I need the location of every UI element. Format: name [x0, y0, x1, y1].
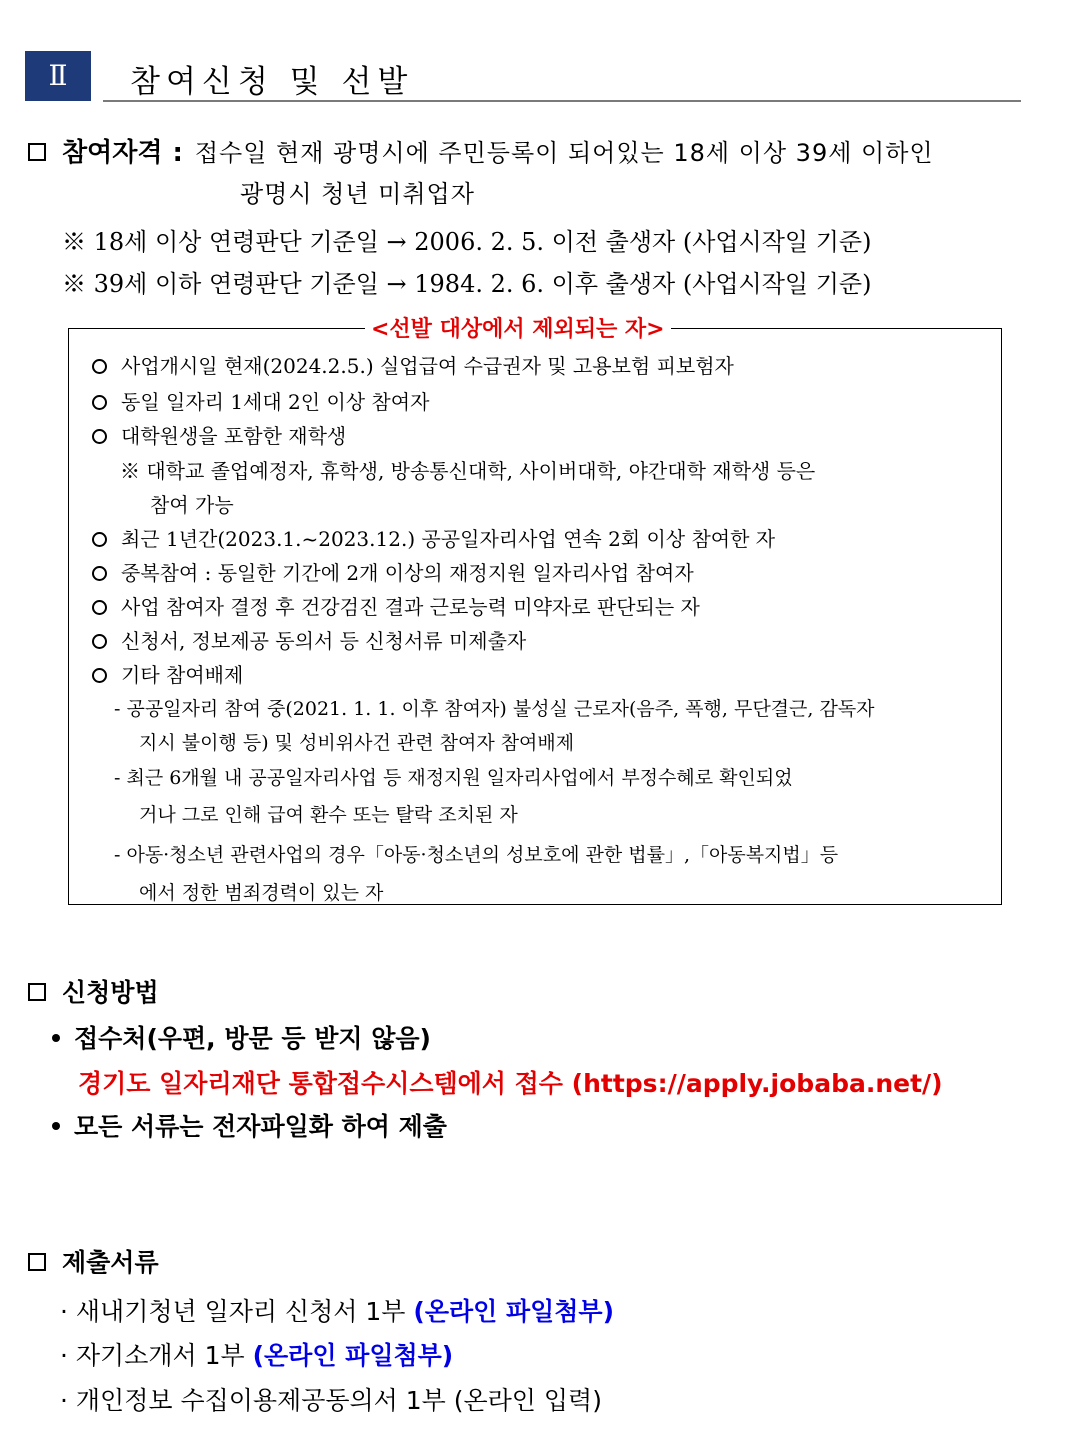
exclusion-item-text: 신청서, 정보제공 동의서 등 신청서류 미제출자: [121, 629, 527, 653]
document-item: [60, 1292, 614, 1328]
application-bullet-2-text: 모든 서류는 전자파일화 하여 제출: [74, 1112, 447, 1141]
circle-bullet-icon: [92, 395, 107, 410]
checkbox-square-icon: [28, 143, 46, 161]
exclusion-item: [92, 350, 734, 379]
exclusion-item-text: 최근 1년간(2023.1.~2023.12.) 공공일자리사업 연속 2회 이상 참여한 자: [121, 527, 776, 551]
exclusion-item-text: 동일 일자리 1세대 2인 이상 참여자: [121, 390, 430, 414]
application-heading: [28, 973, 159, 1009]
section-title: 참여신청 및 선발: [130, 64, 414, 100]
dash-item-line1: - 공공일자리 참여 중(2021. 1. 1. 이후 참여자) 불성실 근로자(음주, 폭행, 무단결근, 감독자: [114, 698, 875, 720]
dash-item-line2: 거나 그로 인해 급여 환수 또는 탈락 조치된 자: [139, 804, 518, 826]
circle-bullet-icon: [92, 600, 107, 615]
checkbox-square-icon: [28, 1253, 46, 1271]
application-bullet-1-text: 접수처(우편, 방문 등 받지 않음): [74, 1024, 431, 1053]
checkbox-square-icon: [28, 983, 46, 1001]
documents-heading-text: 제출서류: [62, 1248, 159, 1277]
document-item-text: · 자기소개서 1부: [60, 1341, 253, 1370]
exclusion-item: [92, 659, 243, 688]
exclusion-item: [92, 420, 346, 449]
section-underline: [103, 100, 1021, 102]
exclusion-item-text: 대학원생을 포함한 재학생: [121, 424, 347, 448]
document-item-text: · 새내기청년 일자리 신청서 1부: [60, 1297, 414, 1326]
document-item-tag: (온라인 파일첨부): [252, 1341, 454, 1370]
exclusion-title: <선발 대상에서 제외되는 자>: [365, 312, 671, 343]
bullet-dot-icon: [52, 1034, 60, 1042]
exclusion-item: [92, 625, 526, 654]
application-heading-text: 신청방법: [62, 978, 159, 1007]
circle-bullet-icon: [92, 429, 107, 444]
qualification-text-line2: 광명시 청년 미취업자: [240, 180, 475, 208]
document-item-tag: (온라인 파일첨부): [413, 1297, 614, 1326]
circle-bullet-icon: [92, 532, 107, 547]
age-note-39: ※ 39세 이하 연령판단 기준일 → 1984. 2. 6. 이후 출생자 (사업시작일 기준): [62, 270, 872, 298]
qualification-label: 참여자격: [62, 138, 163, 168]
age-note-18: ※ 18세 이상 연령판단 기준일 → 2006. 2. 5. 이전 출생자 (사업시작일 기준): [62, 228, 872, 256]
exclusion-item: [92, 523, 775, 552]
application-bullet-2: [52, 1107, 447, 1143]
circle-bullet-icon: [92, 634, 107, 649]
exclusion-item-text: 사업개시일 현재(2024.2.5.) 실업급여 수급권자 및 고용보험 피보험자: [121, 354, 734, 378]
bullet-dot-icon: [52, 1122, 60, 1130]
section-number-badge: Ⅱ: [25, 51, 91, 101]
exclusion-item: [92, 557, 694, 586]
document-item-text: · 개인정보 수집이용제공동의서 1부 (온라인 입력): [60, 1386, 602, 1415]
document-item: [60, 1381, 602, 1417]
dash-item-line2: 지시 불이행 등) 및 성비위사건 관련 참여자 참여배제: [139, 732, 575, 754]
dash-item-line1: - 최근 6개월 내 공공일자리사업 등 재정지원 일자리사업에서 부정수혜로 확인되었: [114, 767, 793, 789]
application-url-line: 경기도 일자리재단 통합접수시스템에서 접수 (https://apply.jobaba.net/): [78, 1069, 943, 1098]
exclusion-item-text: 사업 참여자 결정 후 건강검진 결과 근로능력 미약자로 판단되는 자: [121, 595, 700, 619]
circle-bullet-icon: [92, 359, 107, 374]
circle-bullet-icon: [92, 668, 107, 683]
circle-bullet-icon: [92, 566, 107, 581]
exclusion-item-text: 기타 참여배제: [121, 663, 244, 687]
qualification-colon: :: [172, 138, 183, 168]
exclusion-item: [92, 591, 700, 620]
student-note-line1: ※ 대학교 졸업예정자, 휴학생, 방송통신대학, 사이버대학, 야간대학 재학생 등은: [120, 459, 816, 483]
dash-item-line2: 에서 정한 범죄경력이 있는 자: [139, 882, 384, 904]
qualification-line: [28, 132, 934, 169]
document-item: [60, 1336, 453, 1372]
dash-item-line1: - 아동·청소년 관련사업의 경우「아동·청소년의 성보호에 관한 법률」,「아동복지법」등: [114, 844, 839, 866]
qualification-text: 접수일 현재 광명시에 주민등록이 되어있는 18세 이상 39세 이하인: [194, 139, 934, 167]
exclusion-item-text: 중복참여 : 동일한 기간에 2개 이상의 재정지원 일자리사업 참여자: [121, 561, 694, 585]
student-note-line2: 참여 가능: [150, 493, 234, 517]
application-bullet-1: [52, 1019, 431, 1055]
documents-heading: [28, 1243, 159, 1279]
exclusion-item: [92, 386, 429, 415]
